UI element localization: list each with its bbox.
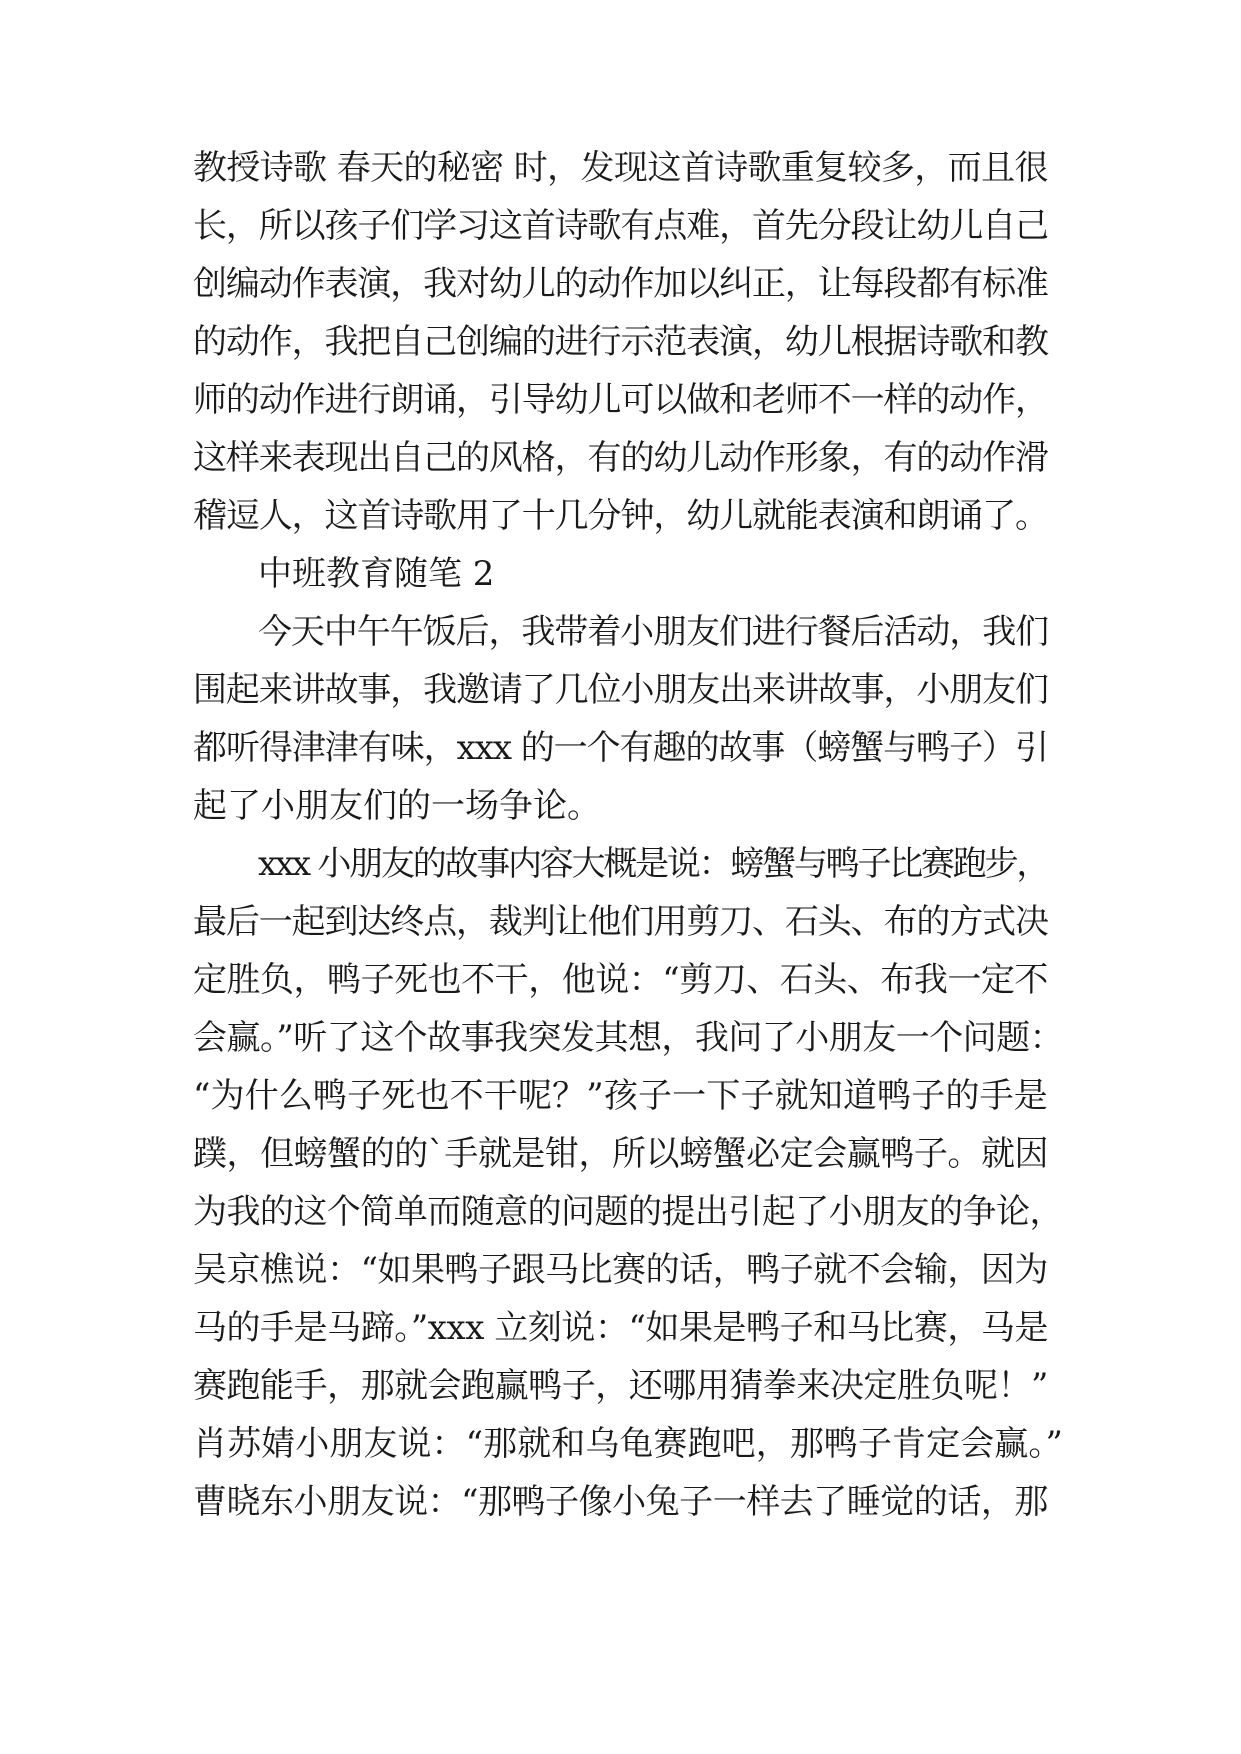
text-line: 赛跑能手，那就会跑赢鸭子，还哪用猜拳来决定胜负呢！”	[193, 1366, 1048, 1406]
text-line: 今天中午午饭后，我带着小朋友们进行餐后活动，我们	[258, 612, 1049, 652]
text-line: 为我的这个简单而随意的问题的提出引起了小朋友的争论，	[193, 1192, 1063, 1232]
text-line: 创编动作表演，我对幼儿的动作加以纠正，让每段都有标准	[193, 264, 1048, 304]
text-line: 教授诗歌 春天的秘密 时，发现这首诗歌重复较多，而且很	[193, 148, 1048, 188]
section-heading: 中班教育随笔 2	[258, 554, 495, 594]
text-line: 吴京樵说：“如果鸭子跟马比赛的话，鸭子就不会输，因为	[193, 1250, 1048, 1290]
text-line: 会赢。”听了这个故事我突发其想，我问了小朋友一个问题：	[193, 1018, 1064, 1058]
text-line: 的动作，我把自己创编的进行示范表演，幼儿根据诗歌和教	[193, 322, 1048, 362]
text-line: 都听得津津有味，xxx 的一个有趣的故事（螃蟹与鸭子）引	[193, 728, 1048, 768]
text-line: 肖苏婧小朋友说：“那就和乌龟赛跑吧，那鸭子肯定会赢。”	[193, 1424, 1063, 1464]
text-line: 最后一起到达终点，裁判让他们用剪刀、石头、布的方式决	[193, 902, 1048, 942]
text-line: “为什么鸭子死也不干呢？”孩子一下子就知道鸭子的手是	[193, 1076, 1048, 1116]
text-line: 稽逗人，这首诗歌用了十几分钟，幼儿就能表演和朗诵了。	[193, 496, 1048, 536]
text-line: 师的动作进行朗诵，引导幼儿可以做和老师不一样的动作，	[193, 380, 1048, 420]
text-line: 围起来讲故事，我邀请了几位小朋友出来讲故事，小朋友们	[193, 670, 1048, 710]
text-line: xxx 小朋友的故事内容大概是说：螃蟹与鸭子比赛跑步，	[258, 844, 1049, 884]
text-line: 长，所以孩子们学习这首诗歌有点难，首先分段让幼儿自己	[193, 206, 1048, 246]
text-line: 这样来表现出自己的风格，有的幼儿动作形象，有的动作滑	[193, 438, 1048, 478]
text-line: 定胜负，鸭子死也不干，他说：“剪刀、石头、布我一定不	[193, 960, 1048, 1000]
text-line: 起了小朋友们的一场争论。	[193, 786, 601, 826]
text-line: 蹼，但螃蟹的的`手就是钳，所以螃蟹必定会赢鸭子。就因	[193, 1134, 1049, 1174]
text-line: 马的手是马蹄。”xxx 立刻说：“如果是鸭子和马比赛，马是	[193, 1308, 1049, 1348]
text-line: 曹晓东小朋友说：“那鸭子像小兔子一样去了睡觉的话，那	[193, 1482, 1048, 1522]
